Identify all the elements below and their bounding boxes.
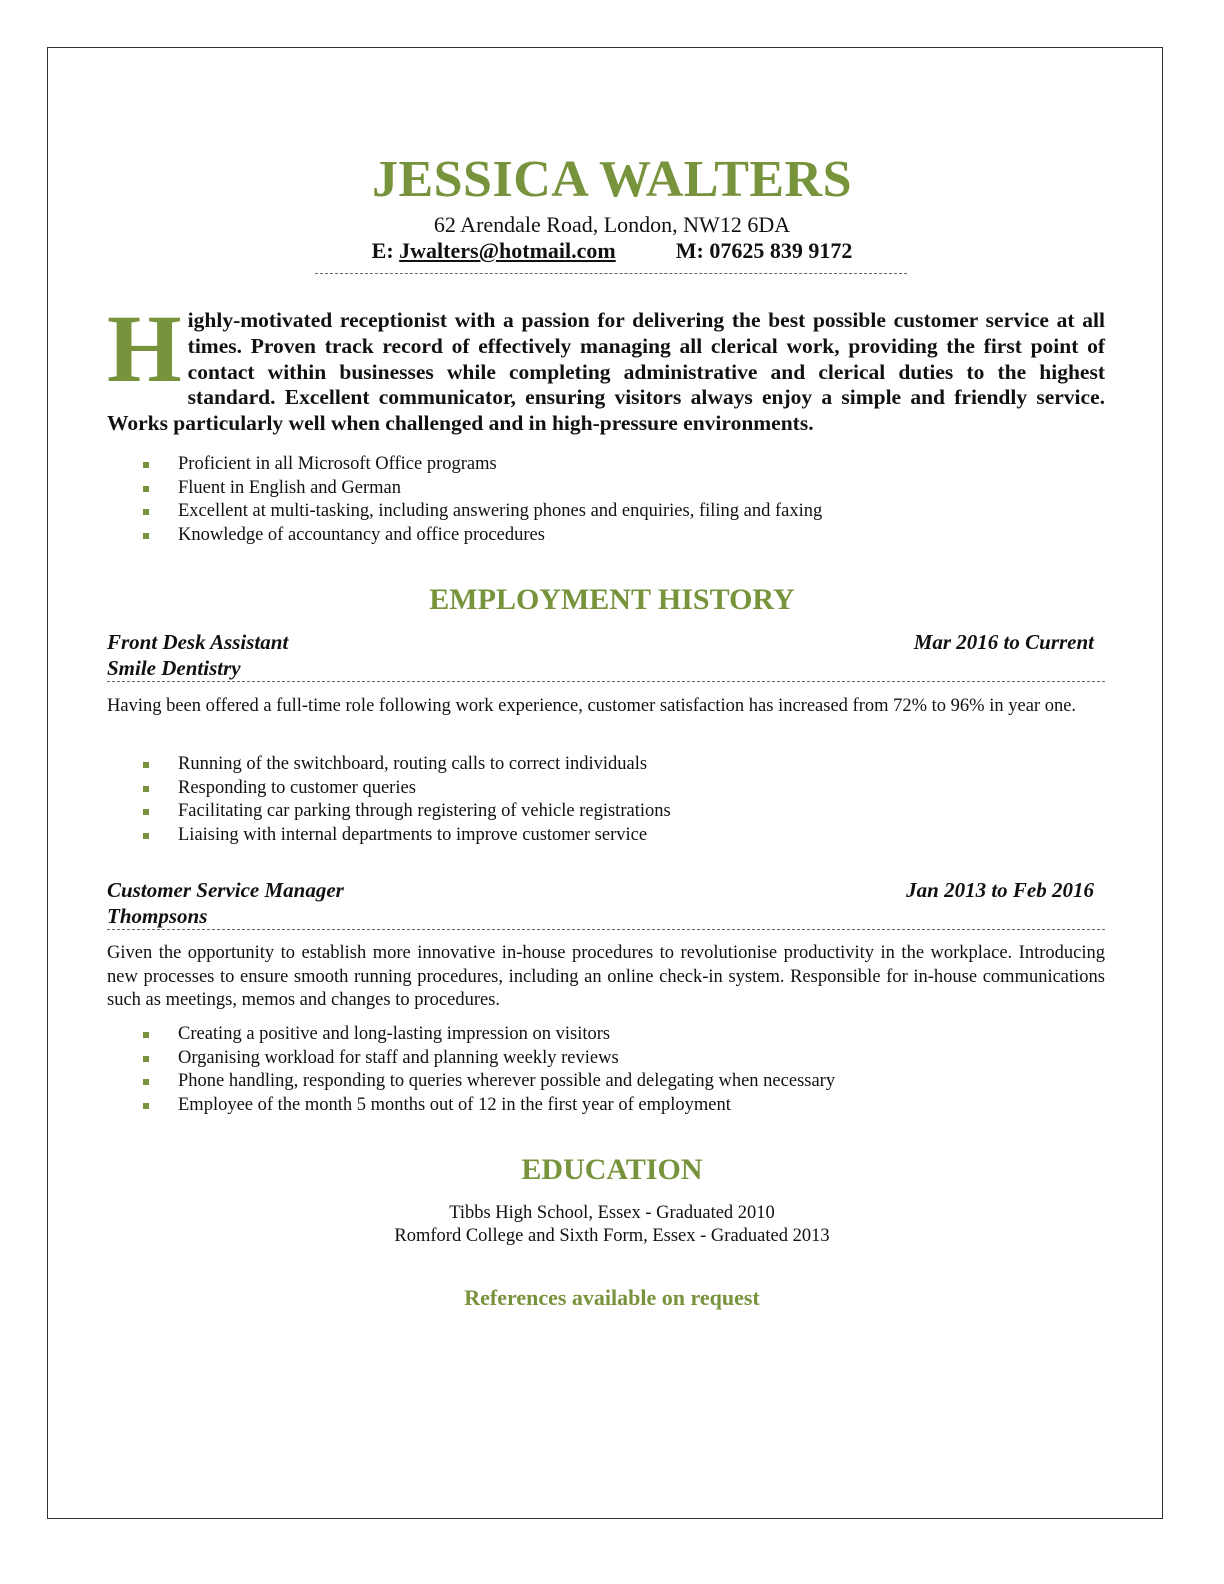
bullet-square-icon	[143, 786, 149, 792]
summary-paragraph	[107, 295, 1105, 437]
mobile-number: 07625 839 9172	[709, 238, 853, 263]
bullet-square-icon	[143, 1056, 149, 1062]
job-company: Thompsons	[107, 904, 208, 928]
bullet-square-icon	[143, 533, 149, 539]
address: 62 Arendale Road, London, NW12 6DA	[433, 212, 791, 237]
email-label: E:	[371, 238, 400, 263]
job-divider	[107, 681, 1105, 682]
list-item: Proficient in all Microsoft Office programs	[143, 453, 1103, 477]
job-role: Front Desk Assistant	[107, 630, 289, 654]
job-role: Customer Service Manager	[107, 878, 344, 902]
job-description: Having been offered a full-time role following work experience, customer satisfaction has increased from 72% to 96% in year one.	[107, 696, 1077, 716]
company-row	[107, 904, 1094, 929]
job-description: Given the opportunity to establish more innovative in-house procedures to revolutionise productivity in the workplace. Introducing new processes to ensure smooth running procedures, including an online check-in system. Responsible for in-house communications such as meetings, memos and changes to procedures.	[107, 943, 1105, 1010]
header-divider	[315, 273, 907, 274]
education-entry: Tibbs High School, Essex - Graduated 2010	[449, 1203, 775, 1223]
bullet-square-icon	[143, 509, 149, 515]
list-item: Facilitating car parking through registering of vehicle registrations	[143, 800, 1103, 824]
list-item: Knowledge of accountancy and office procedures	[143, 524, 1103, 548]
bullet-square-icon	[143, 462, 149, 468]
education-entry: Romford College and Sixth Form, Essex - Graduated 2013	[394, 1226, 830, 1246]
list-item: Organising workload for staff and planning weekly reviews	[143, 1047, 1103, 1071]
mobile-label: M:	[675, 238, 710, 263]
job-dates: Jan 2013 to Feb 2016	[906, 878, 1094, 902]
job-duties-list	[143, 753, 1103, 847]
list-item: Employee of the month 5 months out of 12 in the first year of employment	[143, 1094, 1103, 1118]
employment-history-heading: EMPLOYMENT HISTORY	[429, 583, 795, 616]
skills-list	[143, 453, 1103, 547]
dropcap-letter: H	[107, 295, 182, 402]
job-divider	[107, 929, 1105, 930]
bullet-square-icon	[143, 809, 149, 815]
company-row	[107, 656, 1094, 681]
education-heading: EDUCATION	[521, 1153, 703, 1186]
job-duties-list	[143, 1023, 1103, 1117]
contact-line	[0, 238, 1224, 264]
list-item: Excellent at multi-tasking, including answering phones and enquiries, filing and faxing	[143, 500, 1103, 524]
bullet-square-icon	[143, 1079, 149, 1085]
bullet-square-icon	[143, 1103, 149, 1109]
bullet-square-icon	[143, 762, 149, 768]
email-link[interactable]: Jwalters@hotmail.com	[399, 238, 616, 263]
job-company: Smile Dentistry	[107, 656, 241, 680]
list-item: Creating a positive and long-lasting impression on visitors	[143, 1023, 1103, 1047]
candidate-name: JESSICA WALTERS	[371, 151, 853, 208]
job-title-row	[107, 878, 1094, 903]
job-title-row	[107, 630, 1094, 655]
references-note: References available on request	[464, 1285, 760, 1310]
job-dates: Mar 2016 to Current	[913, 630, 1094, 654]
bullet-square-icon	[143, 486, 149, 492]
list-item: Liaising with internal departments to improve customer service	[143, 824, 1103, 848]
list-item: Fluent in English and German	[143, 477, 1103, 501]
bullet-square-icon	[143, 833, 149, 839]
summary-text: ighly-motivated receptionist with a passion for delivering the best possible customer service at all times. Proven track record of effectively managing all clerical work, providing the first point of contact within businesses while completing administrative and clerical duties to the highest standard. Excellent communicator, ensuring visitors always enjoy a simple and friendly service. Works particularly well when challenged and in high-pressure environments.	[107, 308, 1105, 436]
list-item: Running of the switchboard, routing calls to correct individuals	[143, 753, 1103, 777]
bullet-square-icon	[143, 1032, 149, 1038]
list-item: Phone handling, responding to queries wherever possible and delegating when necessary	[143, 1070, 1103, 1094]
list-item: Responding to customer queries	[143, 777, 1103, 801]
